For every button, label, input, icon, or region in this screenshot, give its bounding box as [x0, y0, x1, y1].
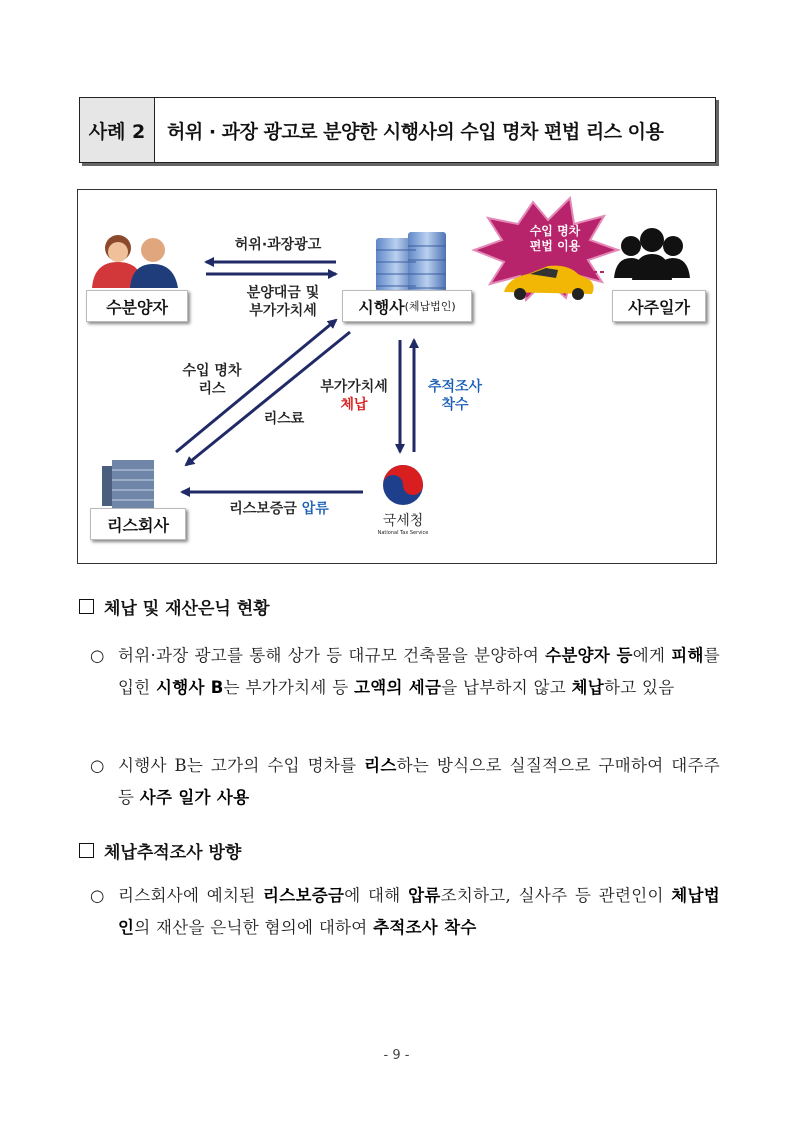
page-number: - 9 - [383, 1048, 410, 1063]
burst-line2: 편법 이용 [529, 239, 581, 253]
burst-line1: 수입 명차 [529, 224, 581, 238]
owners-group-icon [614, 228, 690, 280]
section1-item2: ○ 시행사 B는 고가의 수입 명차를 리스하는 방식으로 실질적으로 구매하여 대주주 등 사주 일가 사용 [90, 750, 720, 814]
delinquent-text: 체납 [340, 397, 368, 413]
section2-heading-text: 체납추적조사 방향 [104, 843, 242, 863]
developer-building-icon [376, 232, 446, 296]
fee-label: 리스료 [263, 411, 305, 427]
nts-logo-icon [383, 465, 423, 505]
payment-label [228, 284, 338, 320]
lease-line2: 리스 [198, 381, 226, 397]
developer-label [342, 290, 472, 322]
case-tag: 사례 2 [80, 98, 155, 162]
tracking-label [420, 378, 490, 414]
section1-heading-text: 체납 및 재산은닉 현황 [104, 599, 270, 619]
burst-label [523, 224, 587, 254]
circle-bullet-icon: ○ [90, 756, 105, 775]
owners-label: 사주일가 [612, 290, 706, 322]
buyers-label: 수분양자 [86, 290, 188, 322]
square-bullet-icon [79, 599, 94, 614]
case-title: 허위 · 과장 광고로 분양한 시행사의 수입 명차 편법 리스 이용 [167, 120, 664, 143]
section1-heading [79, 594, 270, 619]
ad-label: 허위·과장광고 [234, 237, 322, 253]
leasing-label: 리스회사 [90, 508, 186, 540]
case-diagram [77, 189, 717, 564]
tracking-line1: 추적조사 [427, 379, 483, 395]
deposit-label [214, 500, 344, 518]
circle-bullet-icon: ○ [90, 646, 105, 665]
leasing-building-icon [102, 460, 154, 510]
section2-heading [79, 838, 241, 863]
deposit-text: 리스보증금 [229, 501, 297, 517]
vat-label [314, 378, 394, 414]
payment-line2: 부가가치세 [249, 303, 317, 319]
nts-name: 국세청 [382, 513, 424, 529]
seize-text: 압류 [301, 501, 329, 517]
developer-name: 시행사 [358, 297, 405, 317]
square-bullet-icon [79, 843, 94, 858]
lease-line1: 수입 명차 [182, 363, 242, 379]
tracking-line2: 착수 [441, 397, 469, 413]
case-title-box [79, 97, 716, 163]
buyers-people-icon [92, 235, 178, 288]
developer-note: (체납법인) [404, 300, 456, 313]
nts-english: National Tax Service [377, 530, 429, 536]
vat-text: 부가가치세 [320, 379, 388, 395]
payment-line1: 분양대금 및 [246, 285, 320, 301]
section1-item1: ○ 허위·과장 광고를 통해 상가 등 대규모 건축물을 분양하여 수분양자 등에게 피해를 입힌 시행사 B는 부가가치세 등 고액의 세금을 납부하지 않고 체납하고 있음 [90, 640, 720, 704]
lease-label [170, 362, 254, 398]
circle-bullet-icon: ○ [90, 886, 105, 905]
section2-item1: ○ 리스회사에 예치된 리스보증금에 대해 압류조치하고, 실사주 등 관련인이 체납법인의 재산을 은닉한 혐의에 대하여 추적조사 착수 [90, 880, 720, 944]
